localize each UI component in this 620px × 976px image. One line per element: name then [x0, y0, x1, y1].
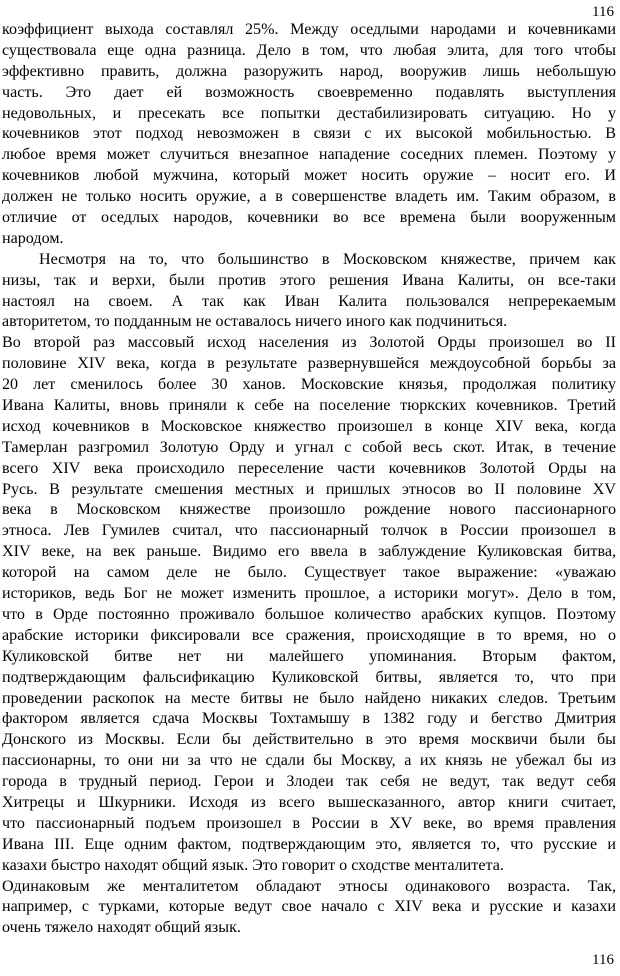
text-line: половине XIV века, когда в результате развернувшейся междоусобной борьбы за: [2, 355, 616, 373]
text-line: арабские историки фиксировали все сражения, происходящие в то время, но о: [2, 626, 616, 644]
text-line: народом.: [2, 229, 64, 247]
text-line: подтверждающим фальсификацию Куликовской битвы, является то, что при: [2, 668, 616, 686]
text-line: кочевников этот подход невозможен в связи с их высокой мобильностью. В: [2, 125, 616, 143]
text-line: Ивана Калиты, вновь приняли к себе на поселение тюркских кочевников. Третий: [2, 397, 616, 415]
text-line: Донского из Москвы. Если бы действительно в это время москвичи были бы: [2, 731, 616, 749]
document-text: [2, 20, 616, 939]
text-line: Русь. В результате смешения местных и пришлых этносов во II половине XV: [2, 480, 616, 498]
text-line: 20 лет сменилось более 30 ханов. Московские князья, продолжая политику: [2, 376, 616, 394]
text-line: отличие от оседлых народов, кочевники во все времена были вооруженным: [2, 209, 616, 227]
text-line: настоял на своем. А так как Иван Калита пользовался непререкаемым: [2, 292, 616, 310]
text-line: этноса. Лев Гумилев считал, что пассионарный толчок в России произошел в: [2, 522, 616, 540]
text-line: часть. Это дает ей возможность своевременно подавлять выступления: [2, 83, 616, 101]
page-number-top: 116: [592, 4, 614, 20]
text-line: XIV веке, на век раньше. Видимо его ввела в заблуждение Куликовская битва,: [2, 543, 616, 561]
text-line: фактором является сдача Москвы Тохтамышу в 1382 году и бегство Дмитрия: [2, 710, 616, 728]
text-line: историков, ведь Бог не может изменить прошлое, а историки могут». Дело в том,: [2, 585, 616, 603]
text-line: века в Московском княжестве произошло рождение нового пассионарного: [2, 501, 616, 519]
text-line: Одинаковым же менталитетом обладают этносы одинакового возраста. Так,: [2, 877, 616, 895]
text-line: кочевников любой мужчина, который может носить оружие – носит его. И: [2, 167, 616, 185]
text-line: Во второй раз массовый исход населения из Золотой Орды произошел во II: [2, 334, 616, 352]
text-line: низы, так и верхи, были против этого решения Ивана Калиты, он все-таки: [2, 271, 616, 289]
text-line: любое время может случиться внезапное нападение соседних племен. Поэтому у: [2, 146, 616, 164]
text-line: эффективно править, должна разоружить народ, вооружив лишь небольшую: [2, 62, 616, 80]
text-line: что пассионарный подъем произошел в России в XV веке, во время правления: [2, 814, 616, 832]
text-line: Несмотря на то, что большинство в Московском княжестве, причем как: [39, 250, 616, 268]
text-line: коэффициент выхода составлял 25%. Между оседлыми народами и кочевниками: [2, 21, 616, 38]
text-line: которой на самом деле не было. Существует такое выражение: «уважаю: [2, 564, 616, 582]
text-line: пассионарны, то они ни за что не сдали бы Москву, а их князь не убежал бы из: [2, 752, 616, 770]
text-line: Ивана III. Еще одним фактом, подтверждающим это, является то, что русские и: [2, 835, 616, 853]
text-line: очень тяжело находят общий язык.: [2, 919, 241, 937]
text-line: города в трудный период. Герои и Злодеи так себя не ведут, так ведут себя: [2, 773, 616, 791]
text-line: казахи быстро находят общий язык. Это говорит о сходстве менталитета.: [2, 856, 504, 874]
text-line: авторитетом, то подданным не оставалось ничего иного как подчиниться.: [2, 313, 508, 331]
text-line: проведении раскопок на месте битвы не было найдено никаких следов. Третьим: [2, 689, 616, 707]
text-line: недовольных, и пресекать все попытки дестабилизировать ситуацию. Но у: [2, 104, 616, 122]
text-line: например, с турками, которые ведут свое начало с XIV века и русские и казахи: [2, 898, 616, 916]
text-line: Куликовской битве нет ни малейшего упоминания. Вторым фактом,: [2, 647, 616, 665]
text-line: всего XIV века происходило переселение части кочевников Золотой Орды на: [2, 459, 616, 477]
text-line: исход кочевников в Московское княжество произошел в конце XIV века, когда: [2, 417, 616, 435]
text-line: должен не только носить оружие, а в совершенстве владеть им. Таким образом, в: [2, 188, 616, 206]
text-line: Тамерлан разгромил Золотую Орду и угнал с собой весь скот. Итак, в течение: [2, 438, 616, 456]
text-line: Хитрецы и Шкурники. Исходя из всего вышесказанного, автор книги считает,: [2, 793, 616, 811]
text-line: существовала еще одна разница. Дело в том, что любая элита, для того чтобы: [2, 41, 616, 59]
text-line: что в Орде постоянно проживало большое количество арабских купцов. Поэтому: [2, 605, 616, 623]
page-number-bottom: 116: [592, 952, 614, 968]
